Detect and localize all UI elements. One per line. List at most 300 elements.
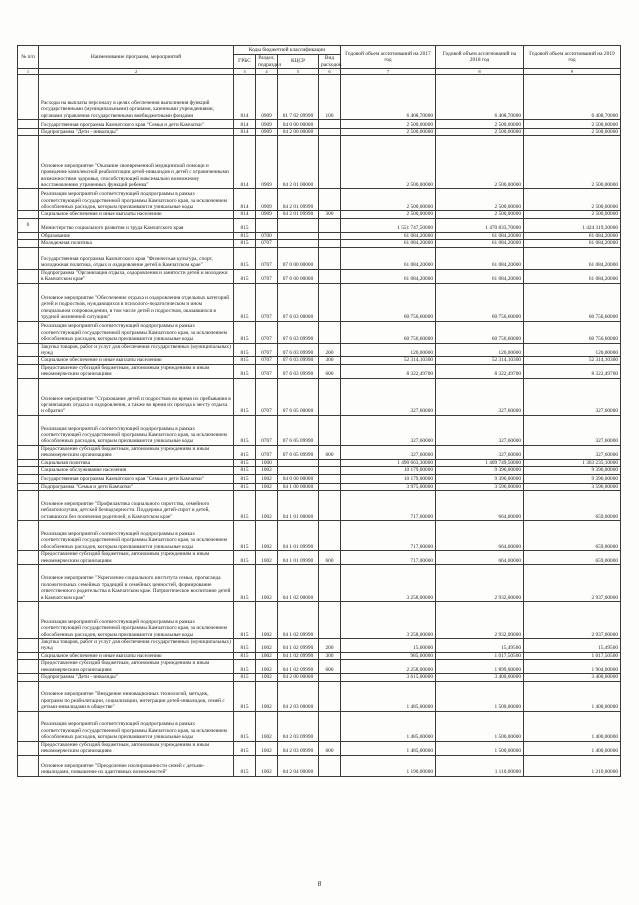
cell-num (18, 711, 39, 741)
cell-num (18, 211, 39, 218)
cell-2019: 1 363 235,10000 (524, 459, 621, 466)
cell-section: 1002 (256, 602, 278, 639)
cell-2017: 120,00000 (341, 343, 436, 357)
cell-vr (319, 218, 341, 232)
cell-kcsr: 04 2 01 09990 (278, 189, 319, 211)
cell-kcsr: 04 2 03 09990 (278, 741, 319, 755)
col-header-2017: Годовой объем ассигнований на 2017 год (341, 46, 436, 69)
cell-2018: 2 500,00000 (436, 136, 524, 189)
col-index: 5 (278, 69, 319, 75)
cell-2018: 9 396,00000 (436, 474, 524, 483)
table-row (18, 378, 621, 415)
cell-num (18, 378, 39, 415)
cell-kcsr: 04 2 04 00000 (278, 755, 319, 776)
cell-section: 1002 (256, 551, 278, 565)
cell-kcsr: 04 2 00 00000 (278, 674, 319, 681)
cell-2017: 3 258,00000 (341, 602, 436, 639)
cell-num (18, 491, 39, 521)
table-row (18, 521, 621, 551)
cell-kcsr: 07 6 03 09990 (278, 357, 319, 364)
table-row (18, 467, 621, 474)
cell-vr: 300 (319, 211, 341, 218)
cell-2019: 1 400,00000 (524, 681, 621, 711)
cell-section: 0707 (256, 321, 278, 343)
cell-2017: 327,60000 (341, 445, 436, 459)
cell-2019: 61 084,20000 (524, 240, 621, 247)
cell-grbs: 815 (234, 602, 256, 639)
cell-name: Социальное обеспечение и иные выплаты населению (39, 652, 234, 659)
cell-2018: 327,60000 (436, 445, 524, 459)
cell-name: Предоставление субсидий бюджетным, автономным учреждениям и иным некоммерческим организациям (39, 741, 234, 755)
cell-num (18, 357, 39, 364)
cell-vr (319, 283, 341, 321)
cell-2017: 327,60000 (341, 415, 436, 445)
cell-name: Социальное обслуживание населения (39, 467, 234, 474)
cell-vr (319, 321, 341, 343)
col-index: 8 (436, 69, 524, 75)
budget-table (17, 45, 621, 777)
table-row (18, 136, 621, 189)
cell-2018: 1 500,00000 (436, 741, 524, 755)
cell-kcsr (278, 232, 319, 239)
col-header-grbs: ГРБС (234, 55, 256, 69)
cell-2019: 1 424 319,30000 (524, 218, 621, 232)
cell-grbs: 814 (234, 120, 256, 129)
cell-kcsr: 04 2 00 00000 (278, 129, 319, 136)
cell-kcsr: 07 6 03 00000 (278, 283, 319, 321)
cell-num (18, 660, 39, 674)
cell-2017: 717,00000 (341, 551, 436, 565)
cell-num (18, 343, 39, 357)
col-header-vr: Вид расходов (319, 55, 341, 69)
cell-2018: 61 084,20000 (436, 232, 524, 239)
cell-2018: 15,49500 (436, 639, 524, 653)
cell-2019: 327,60000 (524, 415, 621, 445)
cell-grbs: 815 (234, 232, 256, 239)
table-row (18, 741, 621, 755)
cell-vr (319, 189, 341, 211)
cell-name: Подпрограмма "Дети - инвалиды" (39, 129, 234, 136)
cell-name: Социальная политика (39, 459, 234, 466)
cell-2017: 2 500,00000 (341, 211, 436, 218)
cell-2018: 61 084,20000 (436, 240, 524, 247)
cell-kcsr: 04 1 01 00000 (278, 491, 319, 521)
cell-section: 1000 (256, 459, 278, 466)
cell-grbs: 815 (234, 321, 256, 343)
cell-2019: 3 596,00000 (524, 483, 621, 490)
cell-2018: 327,60000 (436, 415, 524, 445)
cell-2019: 659,00000 (524, 551, 621, 565)
cell-vr (319, 474, 341, 483)
cell-2017: 1 485,00000 (341, 741, 436, 755)
cell-vr: 600 (319, 660, 341, 674)
cell-grbs: 815 (234, 240, 256, 247)
cell-vr (319, 129, 341, 136)
table-row (18, 364, 621, 378)
col-header-name: Наименование программ, мероприятий (39, 46, 234, 69)
cell-name: Предоставление субсидий бюджетным, автономным учреждениям и иным некоммерческим организациям (39, 551, 234, 565)
cell-2019: 8 322,49700 (524, 364, 621, 378)
cell-2019: 1 017,50500 (524, 652, 621, 659)
cell-name: Основное мероприятие "Внедрение инновационных технологий, методик, программ по реабилитации, социализации, интеграции детей-инвалидов, семей с детьми-инвалидами в обществе" (39, 681, 234, 711)
cell-grbs: 815 (234, 491, 256, 521)
cell-kcsr: 04 1 02 00000 (278, 565, 319, 602)
cell-vr (319, 378, 341, 415)
cell-vr: 600 (319, 364, 341, 378)
cell-2019: 6 408,70000 (524, 75, 621, 120)
cell-grbs: 815 (234, 415, 256, 445)
table-row (18, 652, 621, 659)
cell-2017: 61 084,20000 (341, 232, 436, 239)
cell-kcsr: 04 2 03 00000 (278, 681, 319, 711)
cell-section: 0909 (256, 75, 278, 120)
cell-2019: 1 400,00000 (524, 711, 621, 741)
cell-num (18, 755, 39, 776)
cell-section: 1002 (256, 565, 278, 602)
table-row (18, 415, 621, 445)
cell-2018: 9 396,00000 (436, 467, 524, 474)
cell-num (18, 459, 39, 466)
cell-section: 0909 (256, 129, 278, 136)
table-row (18, 674, 621, 681)
cell-2017: 61 084,20000 (341, 240, 436, 247)
cell-num (18, 364, 39, 378)
cell-2018: 61 084,20000 (436, 269, 524, 283)
cell-grbs: 815 (234, 467, 256, 474)
cell-grbs: 815 (234, 378, 256, 415)
cell-vr (319, 269, 341, 283)
cell-vr: 300 (319, 357, 341, 364)
cell-kcsr: 07 6 03 09990 (278, 321, 319, 343)
cell-name: Основное мероприятие "Оказание своевременной медицинской помощи и проведение комплексной реабилитации детей-инвалидов и детей с ограниченными возможностями здоровья, способствующей максимально возможному восстановлению утраченных функций ребенка" (39, 136, 234, 189)
cell-kcsr: 04 1 02 09990 (278, 639, 319, 653)
cell-num (18, 415, 39, 445)
cell-num (18, 269, 39, 283)
cell-2018: 6 408,70000 (436, 75, 524, 120)
cell-name: Предоставление субсидий бюджетным, автономным учреждениям и иным некоммерческим организациям (39, 445, 234, 459)
col-index: 2 (39, 69, 234, 75)
cell-2018: 2 500,00000 (436, 189, 524, 211)
cell-section: 0707 (256, 378, 278, 415)
cell-vr (319, 565, 341, 602)
cell-2019: 60 756,60000 (524, 283, 621, 321)
table-row (18, 491, 621, 521)
cell-name: Реализация мероприятий соответствующей подпрограммы в рамках соответствующей государственной программы Камчатского края, за исключением обособленных расходов, которым присваиваются уникальные коды (39, 521, 234, 551)
col-header-num: № п/п (18, 46, 39, 69)
cell-name: Основное мероприятие "Обеспечение отдыха и оздоровления отдельных категорий детей и подростков, нуждающихся в психолого-педагогическом и ином специальном сопровождении, в том числе детей и подростков, оказавшихся в трудной жизненной ситуации" (39, 283, 234, 321)
cell-name: Молодежная политика (39, 240, 234, 247)
cell-2017: 717,00000 (341, 521, 436, 551)
cell-grbs: 815 (234, 364, 256, 378)
cell-vr (319, 459, 341, 466)
cell-2017: 1 485,00000 (341, 711, 436, 741)
cell-2018: 120,00000 (436, 343, 524, 357)
cell-section: 1002 (256, 652, 278, 659)
cell-2019: 2 500,00000 (524, 189, 621, 211)
cell-grbs: 815 (234, 639, 256, 653)
cell-name: Реализация мероприятий соответствующей подпрограммы в рамках соответствующей государственной программы Камчатского края, за исключением обособленных расходов, которым присваиваются уникальные коды (39, 189, 234, 211)
cell-section: 0909 (256, 136, 278, 189)
cell-section: 0707 (256, 247, 278, 269)
cell-num (18, 136, 39, 189)
cell-section: 0707 (256, 357, 278, 364)
cell-2019: 1 400,00000 (524, 741, 621, 755)
table-row (18, 189, 621, 211)
cell-name: Реализация мероприятий соответствующей подпрограммы в рамках соответствующей государственной программы Камчатского края, за исключением обособленных расходов, которым присваиваются уникальные коды (39, 602, 234, 639)
table-row (18, 551, 621, 565)
cell-2017: 1 490 663,30000 (341, 459, 436, 466)
cell-section: 1002 (256, 674, 278, 681)
cell-grbs: 815 (234, 565, 256, 602)
cell-num (18, 639, 39, 653)
cell-grbs: 815 (234, 741, 256, 755)
table-row (18, 218, 621, 232)
cell-num (18, 120, 39, 129)
table-row (18, 474, 621, 483)
cell-2017: 8 322,49700 (341, 364, 436, 378)
cell-2019: 659,00000 (524, 521, 621, 551)
table-row (18, 660, 621, 674)
cell-num (18, 551, 39, 565)
cell-vr (319, 120, 341, 129)
cell-2017: 717,00000 (341, 491, 436, 521)
table-row (18, 681, 621, 711)
cell-2018: 3 596,00000 (436, 483, 524, 490)
cell-2019: 120,00000 (524, 343, 621, 357)
cell-2018: 61 084,20000 (436, 247, 524, 269)
table-row (18, 357, 621, 364)
cell-kcsr: 04 1 02 09990 (278, 602, 319, 639)
cell-name: Закупка товаров, работ и услуг для обеспечения государственных (муниципальных) нужд (39, 343, 234, 357)
cell-num (18, 445, 39, 459)
cell-vr: 200 (319, 639, 341, 653)
cell-2019: 2 500,00000 (524, 136, 621, 189)
cell-vr (319, 755, 341, 776)
cell-2019: 60 756,60000 (524, 321, 621, 343)
cell-2018: 60 756,60000 (436, 321, 524, 343)
cell-2018: 664,00000 (436, 551, 524, 565)
cell-section: 0707 (256, 343, 278, 357)
cell-kcsr: 04 0 00 00000 (278, 120, 319, 129)
cell-kcsr: 07 0 00 00000 (278, 247, 319, 269)
cell-2018: 327,60000 (436, 378, 524, 415)
cell-section: 1002 (256, 660, 278, 674)
cell-grbs: 814 (234, 75, 256, 120)
cell-grbs: 815 (234, 551, 256, 565)
cell-vr (319, 711, 341, 741)
cell-2017: 1 485,00000 (341, 681, 436, 711)
cell-2019: 2 937,00000 (524, 602, 621, 639)
cell-2017: 3 258,00000 (341, 565, 436, 602)
cell-grbs: 815 (234, 459, 256, 466)
table-row (18, 129, 621, 136)
cell-section: 1002 (256, 711, 278, 741)
cell-kcsr: 01 7 02 09990 (278, 75, 319, 120)
cell-vr: 200 (319, 343, 341, 357)
cell-2018: 2 500,00000 (436, 129, 524, 136)
cell-name: Реализация мероприятий соответствующей подпрограммы в рамках соответствующей государственной программы Камчатского края, за исключением обособленных расходов, которым присваиваются уникальные коды (39, 321, 234, 343)
cell-vr: 100 (319, 75, 341, 120)
cell-section: 0909 (256, 120, 278, 129)
col-header-section: Раздел, подраздел (256, 55, 278, 69)
cell-section: 1002 (256, 491, 278, 521)
cell-vr (319, 491, 341, 521)
table-row (18, 343, 621, 357)
cell-grbs: 815 (234, 474, 256, 483)
col-index: 7 (341, 69, 436, 75)
cell-kcsr (278, 467, 319, 474)
cell-grbs: 814 (234, 211, 256, 218)
table-row (18, 211, 621, 218)
cell-name: Основное мероприятие "Укрепление социального института семьи, пропаганда положительных семейных традиций и семейных ценностей, формирование ответственного родительства в Камчатском крае. Патриотическое воспитание детей в Камчатском крае" (39, 565, 234, 602)
cell-2017: 2 258,00000 (341, 660, 436, 674)
cell-2018: 8 322,49700 (436, 364, 524, 378)
table-row (18, 459, 621, 466)
cell-section: 0700 (256, 232, 278, 239)
cell-2019: 15,49500 (524, 639, 621, 653)
cell-2017: 10 179,00000 (341, 467, 436, 474)
cell-2018: 2 500,00000 (436, 211, 524, 218)
cell-name: Подпрограмма "Дети - инвалиды" (39, 674, 234, 681)
cell-2017: 2 500,00000 (341, 136, 436, 189)
cell-2018: 60 756,60000 (436, 283, 524, 321)
cell-num (18, 741, 39, 755)
cell-section: 0909 (256, 189, 278, 211)
table-row (18, 240, 621, 247)
table-row (18, 483, 621, 490)
cell-2019: 2 500,00000 (524, 129, 621, 136)
cell-grbs: 814 (234, 189, 256, 211)
cell-kcsr: 04 2 03 09990 (278, 711, 319, 741)
cell-grbs: 815 (234, 755, 256, 776)
cell-2017: 60 756,60000 (341, 283, 436, 321)
cell-vr: 600 (319, 445, 341, 459)
cell-2017: 2 500,00000 (341, 189, 436, 211)
cell-2018: 1 409 749,50000 (436, 459, 524, 466)
cell-name: Реализация мероприятий соответствующей подпрограммы в рамках соответствующей государственной программы Камчатского края, за исключением обособленных расходов, которым присваиваются уникальные коды (39, 415, 234, 445)
cell-2017: 10 179,00000 (341, 474, 436, 483)
cell-grbs: 815 (234, 483, 256, 490)
cell-num (18, 565, 39, 602)
cell-2019: 52 314,10300 (524, 357, 621, 364)
cell-name: Основное мероприятие "Страхование детей и подростков во время их пребывания в организациях отдыха и оздоровления, а также во время их проезда к месту отдыха и обратно" (39, 378, 234, 415)
cell-kcsr: 07 6 05 09990 (278, 415, 319, 445)
cell-num (18, 602, 39, 639)
cell-name: Социальное обеспечение и иные выплаты населению (39, 357, 234, 364)
cell-name: Реализация мероприятий соответствующей подпрограммы в рамках соответствующей государственной программы Камчатского края, за исключением обособленных расходов, которым присваиваются уникальные коды (39, 711, 234, 741)
cell-section: 1002 (256, 741, 278, 755)
cell-section: 1002 (256, 474, 278, 483)
cell-grbs: 815 (234, 445, 256, 459)
cell-grbs: 815 (234, 674, 256, 681)
table-row (18, 711, 621, 741)
cell-grbs: 815 (234, 660, 256, 674)
cell-2019: 61 084,20000 (524, 269, 621, 283)
table-row (18, 247, 621, 269)
cell-vr (319, 674, 341, 681)
cell-grbs: 815 (234, 521, 256, 551)
col-index: 3 (234, 69, 256, 75)
cell-grbs: 815 (234, 218, 256, 232)
cell-num (18, 240, 39, 247)
col-header-codes: Коды бюджетной классификации (234, 46, 341, 55)
table-row (18, 75, 621, 120)
cell-name: Государственная программа Камчатского края "Семья и дети Камчатки" (39, 120, 234, 129)
cell-kcsr: 04 2 01 00000 (278, 136, 319, 189)
cell-grbs: 815 (234, 357, 256, 364)
cell-grbs: 814 (234, 129, 256, 136)
cell-kcsr: 04 1 01 09990 (278, 521, 319, 551)
table-row (18, 445, 621, 459)
page-number: 8 (317, 880, 322, 888)
cell-2017: 61 084,20000 (341, 247, 436, 269)
cell-2018: 664,00000 (436, 491, 524, 521)
cell-num (18, 189, 39, 211)
cell-name: Предоставление субсидий бюджетным, автономным учреждениям и иным некоммерческим организациям (39, 660, 234, 674)
cell-2019: 3 400,00000 (524, 674, 621, 681)
cell-name: Подпрограмма "Семья и дети Камчатки" (39, 483, 234, 490)
cell-name: Государственная программа Камчатского края "Физическая культура, спорт, молодежная политика, отдых и оздоровление детей в Камчатском крае" (39, 247, 234, 269)
cell-vr: 600 (319, 551, 341, 565)
col-index: 6 (319, 69, 341, 75)
cell-name: Социальное обеспечение и иные выплаты населению (39, 211, 234, 218)
cell-num (18, 232, 39, 239)
cell-2017: 2 500,00000 (341, 129, 436, 136)
table-row (18, 232, 621, 239)
cell-kcsr: 04 1 00 00000 (278, 483, 319, 490)
cell-kcsr (278, 459, 319, 466)
cell-vr (319, 521, 341, 551)
cell-kcsr (278, 218, 319, 232)
cell-name: Подпрограмма "Организация отдыха, оздоровления и занятости детей и молодежи в Камчатском крае" (39, 269, 234, 283)
cell-2018: 1 500,00000 (436, 711, 524, 741)
cell-kcsr: 07 6 05 00000 (278, 378, 319, 415)
cell-kcsr: 04 1 01 09990 (278, 551, 319, 565)
cell-2018: 1 110,00000 (436, 755, 524, 776)
cell-2019: 9 396,00000 (524, 467, 621, 474)
cell-grbs: 815 (234, 343, 256, 357)
cell-2018: 52 314,10300 (436, 357, 524, 364)
cell-vr (319, 681, 341, 711)
cell-grbs: 815 (234, 652, 256, 659)
cell-2017: 985,00000 (341, 652, 436, 659)
cell-vr (319, 240, 341, 247)
table-row (18, 321, 621, 343)
cell-num (18, 467, 39, 474)
cell-vr (319, 483, 341, 490)
cell-num (18, 321, 39, 343)
cell-name: Основное мероприятие "Профилактика социального сиротства, семейного неблагополучия, детской безнадзорности. Поддержка детей-сирот и детей, оставшихся без попечения родителей, в Камчатском крае" (39, 491, 234, 521)
table-row (18, 283, 621, 321)
col-header-kcsr: КЦСР (278, 55, 319, 69)
cell-2017: 3 975,00000 (341, 483, 436, 490)
cell-2018: 3 400,00000 (436, 674, 524, 681)
cell-section: 0707 (256, 240, 278, 247)
cell-2018: 2 932,00000 (436, 602, 524, 639)
col-index: 1 (18, 69, 39, 75)
cell-2019: 9 396,00000 (524, 474, 621, 483)
cell-2019: 61 084,20000 (524, 232, 621, 239)
cell-2017: 52 314,10300 (341, 357, 436, 364)
cell-vr (319, 136, 341, 189)
cell-section: 0707 (256, 283, 278, 321)
cell-name: Закупка товаров, работ и услуг для обеспечения государственных (муниципальных) нужд (39, 639, 234, 653)
cell-num (18, 247, 39, 269)
cell-section: 0909 (256, 211, 278, 218)
cell-2018: 2 932,00000 (436, 565, 524, 602)
cell-2017: 327,60000 (341, 378, 436, 415)
cell-kcsr: 07 6 00 00000 (278, 269, 319, 283)
